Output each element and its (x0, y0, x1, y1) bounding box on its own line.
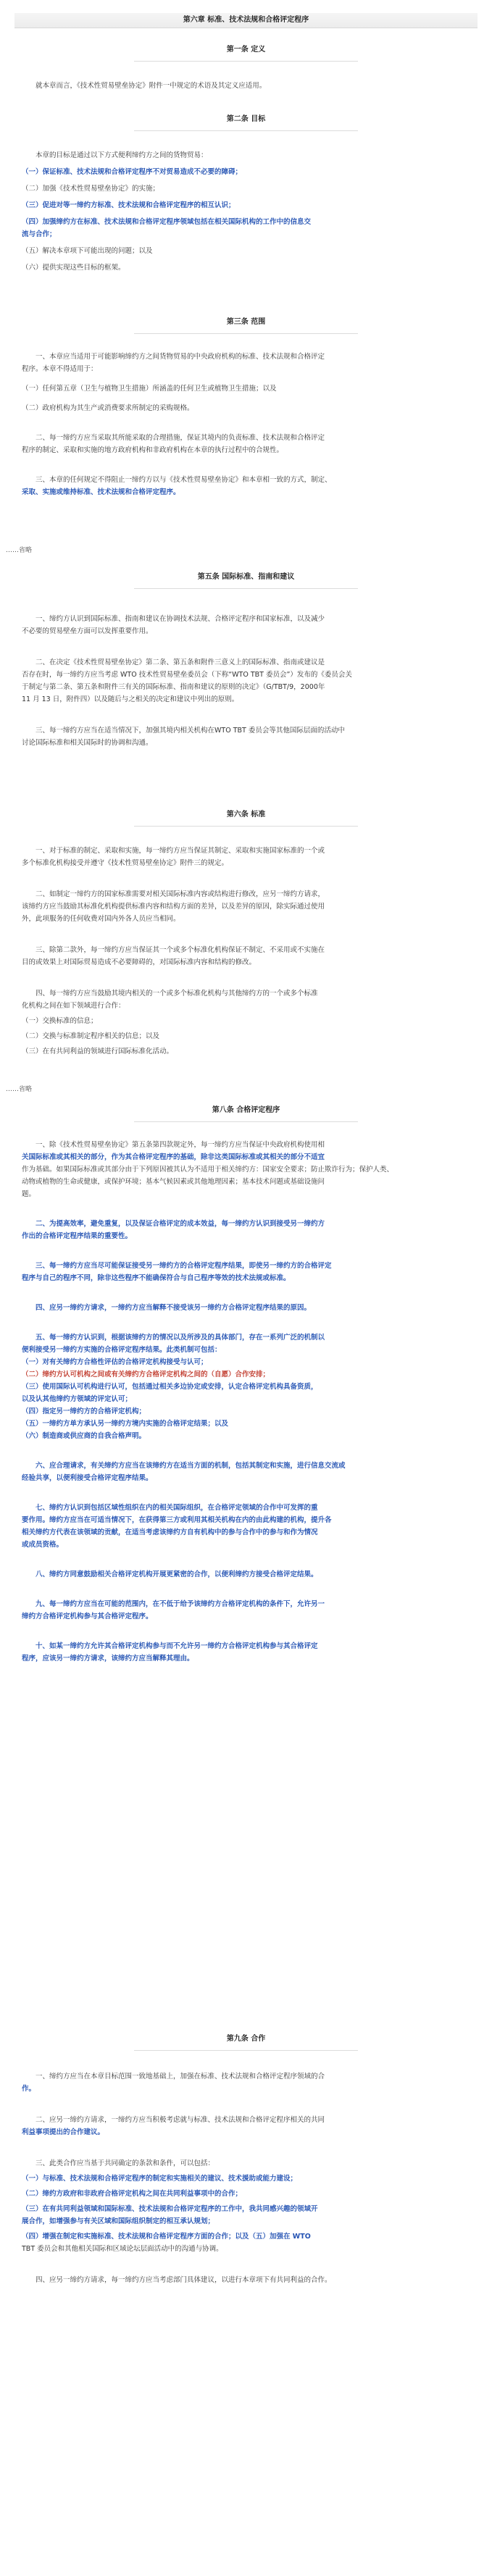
paragraph-continued: 作为基础。如果国际标准或其部分由于下列原因被其认为不适用于相关缔约方：国家安全要求；防止欺诈行为；保护人类、 (22, 1166, 394, 1174)
list-item: （一）任何第五章（卫生与植物卫生措施）所涵盖的任何卫生或植物卫生措施；以及 (22, 385, 277, 393)
section-title-article-6 (0, 810, 492, 820)
paragraph: 八、缔约方同意鼓励相关合格评定机构开展更紧密的合作，以便利缔约方接受合格评定结果。 (36, 1571, 318, 1578)
paragraph-continued: 程序，应该另一缔约方请求，该缔约方应当解释其理由。 (22, 1655, 194, 1663)
paragraph-continued: 缔约方合格评定机构参与其合格评定程序。 (22, 1613, 153, 1621)
section-title-article-3 (0, 317, 492, 327)
paragraph-continued: 外，此项服务的任何收费对国内外各人员应当相同。 (22, 915, 180, 923)
section-title-article-2 (0, 114, 492, 125)
text-span: 一、本章应当适用于可能影响缔约方之间货物贸易的中央政府机构的标准、技术法规和合格评定 (36, 353, 325, 361)
list-item: （四）增强在制定和实施标准、技术法规和合格评定程序方面的合作；以及（五）加强在 WTO (22, 2233, 311, 2241)
paragraph-continued: 于制定与第二条、第五条和附件三有关的国际标准、指南和建议的原则的决定》（G/TBT/9，2000年 (22, 683, 325, 691)
section-title-text: 第九条 合作 (226, 2035, 266, 2043)
list-item-continued: 流与合作； (22, 230, 57, 238)
article-3-body (22, 351, 475, 498)
section-title-text: 第二条 目标 (226, 115, 266, 123)
paragraph-continued: 经验共享，以便利接受合格评定程序结果。 (22, 1474, 153, 1482)
section-divider (134, 130, 358, 131)
section-divider (134, 2050, 358, 2051)
list-item: （一）交换标准的信息； (22, 1017, 98, 1025)
list-item: （二）缔约方认可机构之间或有关缔约方合格评定机构之间的（自愿）合作安排； (22, 1371, 270, 1379)
paragraph: 本章的目标是通过以下方式便利缔约方之间的货物贸易： (36, 151, 208, 159)
list-item: （二）加强《技术性贸易壁垒协定》的实施； (22, 185, 160, 193)
chapter-title: 第六章 标准、技术法规和合格评定程序 (14, 13, 478, 28)
paragraph: 三、此类合作应当基于共同确定的条款和条件，可以包括： (36, 2159, 215, 2167)
paragraph: 三、每一缔约方应当在适当情况下，加强其境内相关机构在WTO TBT 委员会等其他国际层面的活动中 (36, 727, 345, 735)
paragraph: 五、每一缔约方认识到，根据该缔约方的情况以及所涉及的具体部门，存在一系列广泛的机制以 (36, 1334, 325, 1342)
list-item: （五）解决本章项下可能出现的问题；以及 (22, 247, 153, 255)
paragraph-continued: 便利接受另一缔约方实施的合格评定程序结果。此类机制可包括： (22, 1346, 222, 1354)
list-item: （五）一缔约方单方承认另一缔约方境内实施的合格评定结果；以及 (22, 1420, 229, 1428)
paragraph: 四、应另一缔约方请求，一缔约方应当解释不接受该另一缔约方合格评定程序结果的原因。 (36, 1304, 312, 1312)
paragraph-continued: 多个标准化机构接受并遵守《技术性贸易壁垒协定》附件三的规定。 (22, 859, 229, 867)
section-title-article-1 (0, 45, 492, 55)
list-item: （一）对有关缔约方合格性评估的合格评定机构接受与认可； (22, 1358, 208, 1366)
paragraph: 六、应合理请求，有关缔约方应当在该缔约方在适当方面的机制，包括其制定和实施，进行信息交流或 (36, 1462, 346, 1470)
paragraph: 二、在决定《技术性贸易壁垒协定》第二条、第五条和附件三意义上的国际标准、指南或建议是 (36, 658, 325, 666)
paragraph-continued: 要作用。缔约方应当在可适当情况下，在获得第三方或利用其相关机构在内的由此构建的机构，提升各 (22, 1516, 332, 1524)
paragraph: 三、除第二款外，每一缔约方应当保证其一个或多个标准化机构保证不制定、不采用或不实施在 (36, 946, 325, 954)
paragraph: 三、本章的任何规定不得阻止一缔约方以与《技术性贸易壁垒协定》和本章相一致的方式，制定、 (36, 476, 332, 484)
list-item: （四）加强缔约方在标准、技术法规和合格评定程序领域包括在相关国际机构的工作中的信息交 (22, 218, 312, 226)
list-item: （四）指定另一缔约方的合格评定机构； (22, 1408, 146, 1415)
paragraph-continued: 以及认其他缔约方领域的评定认可； (22, 1395, 133, 1403)
article-9-body (22, 2070, 475, 2286)
paragraph-continued: 目的或效果上对国际贸易造成不必要障碍的，对国际标准内容和结构的修改。 (22, 958, 257, 966)
paragraph-continued: 否存在时，每一缔约方应当考虑 WTO 技术性贸易壁垒委员会（下称“WTO TBT 委员会”）发布的《委员会关 (22, 671, 352, 679)
list-item: （二）交换与标准制定程序相关的信息；以及 (22, 1032, 160, 1040)
section-divider (134, 826, 358, 827)
section-title-article-5 (0, 572, 492, 582)
list-item: （二）政府机构为其生产或消费要求所制定的采购规格。 (22, 404, 194, 412)
section-title-text: 第三条 范围 (226, 318, 266, 326)
article-8-body (22, 1139, 475, 1665)
paragraph-continued: 讨论国际标准和相关国际时的协调和沟通。 (22, 739, 153, 747)
section-title-text: 第六条 标准 (226, 811, 266, 819)
paragraph-continued: 相关缔约方代表在该领域的贡献，在适当考虑该缔约方自有机构中的参与合作中的参与和作为情况 (22, 1529, 318, 1536)
list-item: （三）在有共同利益领域和国际标准、技术法规和合格评定程序的工作中，我共同感兴趣的领域开 (22, 2205, 318, 2213)
paragraph-continued: 程序的制定、采取和实施的地方政府机构和非政府机构在本章的执行过程中的合规性。 (22, 446, 284, 454)
list-item: （三）使用国际认可机构进行认可，包括通过相关多边协定或安排，认定合格评定机构具备资质， (22, 1383, 318, 1391)
paragraph: 十、如某一缔约方允许其合格评定机构参与而不允许另一缔约方合格评定机构参与其合格评定 (36, 1642, 318, 1650)
paragraph-continued: 关国际标准或其相关的部分，作为其合格评定程序的基础，除非这类国际标准或其相关的部分不适宜 (22, 1153, 325, 1161)
paragraph: 七、缔约方认识到包括区域性组织在内的相关国际组织，在合格评定领域的合作中可发挥的重 (36, 1504, 318, 1512)
paragraph: 一、除《技术性贸易壁垒协定》第五条第四款规定外，每一缔约方应当保证中央政府机构使用相 (36, 1141, 325, 1149)
section-divider (134, 61, 358, 62)
section-title-article-9 (0, 2034, 492, 2044)
paragraph-continued: 程序。本章不得适用于： (22, 365, 98, 373)
paragraph-continued: 作。 (22, 2085, 36, 2093)
paragraph: 二、应另一缔约方请求，一缔约方应当积极考虑就与标准、技术法规和合格评定程序相关的共同 (36, 2116, 325, 2124)
omission-marker: ……省略 (6, 1086, 33, 1093)
paragraph: 三、每一缔约方应当尽可能保证接受另一缔约方的合格评定程序结果，即使另一缔约方的合格评定 (36, 1262, 332, 1270)
paragraph: 二、如制定一缔约方的国家标准需要对相关国际标准内容或结构进行修改，应另一缔约方请求， (36, 890, 325, 898)
paragraph-continued: 11 月 13 日，附件四）以及随后与之相关的决定和建议中列出的原则。 (22, 695, 239, 703)
list-item: （二）缔约方政府和非政府合格评定机构之间在共同利益事项中的合作； (22, 2190, 243, 2198)
section-title-text: 第五条 国际标准、指南和建议 (197, 573, 295, 581)
paragraph-continued: 利益事项提出的合作建议。 (22, 2128, 105, 2136)
list-item: （六）提供实现这些目标的框架。 (22, 264, 125, 272)
article-6-body (22, 845, 475, 1058)
section-divider (134, 1121, 358, 1122)
list-item: （一）保证标准、技术法规和合格评定程序不对贸易造成不必要的障碍； (22, 168, 243, 176)
list-item: （三）促进对等一缔约方标准、技术法规和合格评定程序的相互认识； (22, 201, 235, 209)
article-2-body (22, 149, 475, 274)
paragraph-continued: TBT 委员会和其他相关国际和区域论坛层面活动中的沟通与协调。 (22, 2245, 223, 2253)
omission-marker: ……省略 (6, 547, 33, 554)
section-divider (134, 333, 358, 334)
section-divider (134, 588, 358, 589)
paragraph (22, 351, 475, 363)
paragraph-continued: 该缔约方应当鼓励其标准化机构提供标准内容和结构方面的差异，以及差异的原因，除实际通过使用 (22, 903, 325, 911)
paragraph: 一、缔约方认识到国际标准、指南和建议在协调技术法规、合格评定程序和国家标准，以及减少 (36, 615, 325, 623)
paragraph: 四、应另一缔约方请求，每一缔约方应当考虑部门具体建议，以进行本章项下有共同利益的合作。 (36, 2276, 332, 2284)
list-item: （一）与标准、技术法规和合格评定程序的制定和实施相关的建议、技术援助或能力建设； (22, 2175, 298, 2183)
paragraph-continued: 或成员资格。 (22, 1541, 64, 1549)
section-title-article-8 (0, 1105, 492, 1116)
section-title-text: 第八条 合格评定程序 (212, 1106, 280, 1114)
paragraph-continued: 不必要的贸易壁垒方面可以发挥重要作用。 (22, 627, 153, 635)
paragraph: 二、每一缔约方应当采取其所能采取的合理措施，保证其境内的负责标准、技术法规和合格评定 (36, 434, 325, 442)
article-5-body (22, 613, 475, 749)
paragraph-continued: 作出的合格评定程序结果的重要性。 (22, 1232, 133, 1240)
paragraph-continued: 动物或植物的生命或健康，或保护环境；基本气候因素或其他地理因素；基本技术问题或基础设施问 (22, 1178, 325, 1186)
paragraph: 一、缔约方应当在本章目标范围一致地基础上，加强在标准、技术法规和合格评定程序领域的合 (36, 2073, 325, 2081)
list-item: （三）在有共同利益的领域进行国际标准化活动。 (22, 1047, 174, 1055)
section-title-text: 第一条 定义 (226, 46, 266, 54)
paragraph: 九、每一缔约方应当在可能的范围内，在不低于给予该缔约方合格评定机构的条件下，允许另一 (36, 1600, 325, 1608)
paragraph: 就本章而言，《技术性贸易壁垒协定》附件一中规定的术语及其定义应适用。 (36, 82, 267, 90)
list-item: （六）制造商或供应商的自我合格声明。 (22, 1432, 146, 1440)
paragraph: 四、每一缔约方应当鼓励其境内相关的一个或多个标准化机构与其他缔约方的一个或多个标准 (36, 990, 318, 998)
paragraph-continued: 展合作，如增强参与有关区域和国际组织制定的相互承认规划； (22, 2217, 215, 2225)
paragraph-continued: 化机构之间在如下领域进行合作： (22, 1002, 125, 1010)
paragraph: 二、为提高效率，避免重复，以及保证合格评定的成本效益，每一缔约方认识到接受另一缔约方 (36, 1220, 325, 1228)
paragraph-continued: 采取、实施或维持标准、技术法规和合格评定程序。 (22, 488, 180, 496)
paragraph-continued: 题。 (22, 1190, 36, 1198)
paragraph-continued: 程序与自己的程序不同，除非这些程序不能确保符合与自己程序等效的技术法规或标准。 (22, 1274, 291, 1282)
article-1-body (22, 80, 475, 92)
paragraph: 一、对于标准的制定、采取和实施，每一缔约方应当保证其制定、采取和实施国家标准的一个或 (36, 847, 325, 855)
